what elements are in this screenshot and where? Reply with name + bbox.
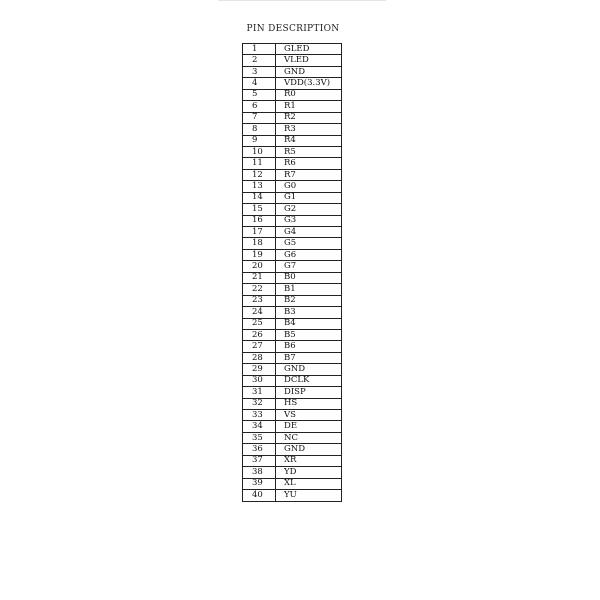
pin-signal-cell: R1 xyxy=(276,101,342,112)
pin-signal-cell: B2 xyxy=(276,295,342,306)
pin-number-cell: 6 xyxy=(243,101,276,112)
pin-signal-cell: YU xyxy=(276,490,342,501)
pin-signal-cell: G3 xyxy=(276,215,342,226)
table-row xyxy=(243,66,342,77)
table-row xyxy=(243,169,342,180)
pin-number-cell: 27 xyxy=(243,341,276,352)
pin-signal-cell: XR xyxy=(276,455,342,466)
pin-number-cell: 7 xyxy=(243,112,276,123)
pin-signal-cell: B0 xyxy=(276,272,342,283)
pin-number-cell: 3 xyxy=(243,66,276,77)
pin-number-cell: 16 xyxy=(243,215,276,226)
table-row xyxy=(243,181,342,192)
table-row xyxy=(243,318,342,329)
table-row xyxy=(243,261,342,272)
table-row xyxy=(243,352,342,363)
pin-signal-cell: YD xyxy=(276,467,342,478)
table-row xyxy=(243,204,342,215)
pin-number-cell: 33 xyxy=(243,410,276,421)
pin-number-cell: 38 xyxy=(243,467,276,478)
pin-signal-cell: HS xyxy=(276,398,342,409)
pin-signal-cell: B6 xyxy=(276,341,342,352)
pin-signal-cell: GND xyxy=(276,364,342,375)
table-row xyxy=(243,89,342,100)
pin-number-cell: 40 xyxy=(243,490,276,501)
table-row xyxy=(243,398,342,409)
pin-number-cell: 14 xyxy=(243,192,276,203)
pin-number-cell: 1 xyxy=(243,44,276,55)
table-row xyxy=(243,124,342,135)
table-row xyxy=(243,421,342,432)
pin-number-cell: 8 xyxy=(243,124,276,135)
pin-signal-cell: GLED xyxy=(276,44,342,55)
pin-number-cell: 37 xyxy=(243,455,276,466)
pin-signal-cell: B1 xyxy=(276,284,342,295)
pin-signal-cell: R2 xyxy=(276,112,342,123)
table-row xyxy=(243,101,342,112)
pin-number-cell: 32 xyxy=(243,398,276,409)
pin-number-cell: 34 xyxy=(243,421,276,432)
pin-signal-cell: G0 xyxy=(276,181,342,192)
pin-table-body xyxy=(243,44,342,502)
pin-number-cell: 18 xyxy=(243,238,276,249)
table-row xyxy=(243,410,342,421)
table-row xyxy=(243,329,342,340)
pin-signal-cell: GND xyxy=(276,66,342,77)
pin-signal-cell: G4 xyxy=(276,227,342,238)
table-row xyxy=(243,467,342,478)
pin-signal-cell: G2 xyxy=(276,204,342,215)
pin-number-cell: 13 xyxy=(243,181,276,192)
table-row xyxy=(243,112,342,123)
pin-signal-cell: DCLK xyxy=(276,375,342,386)
pin-number-cell: 24 xyxy=(243,307,276,318)
table-row xyxy=(243,272,342,283)
pin-signal-cell: XL xyxy=(276,478,342,489)
pin-number-cell: 5 xyxy=(243,89,276,100)
table-row xyxy=(243,146,342,157)
table-row xyxy=(243,238,342,249)
pin-number-cell: 30 xyxy=(243,375,276,386)
table-row xyxy=(243,444,342,455)
pin-number-cell: 29 xyxy=(243,364,276,375)
table-row xyxy=(243,55,342,66)
pin-number-cell: 20 xyxy=(243,261,276,272)
top-divider xyxy=(218,0,386,1)
pin-signal-cell: B3 xyxy=(276,307,342,318)
pin-number-cell: 19 xyxy=(243,249,276,260)
pin-signal-cell: B5 xyxy=(276,329,342,340)
table-row xyxy=(243,135,342,146)
pin-number-cell: 26 xyxy=(243,329,276,340)
table-row xyxy=(243,387,342,398)
table-row xyxy=(243,284,342,295)
table-row xyxy=(243,249,342,260)
pin-number-cell: 17 xyxy=(243,227,276,238)
pin-signal-cell: VDD(3.3V) xyxy=(276,78,342,89)
table-row xyxy=(243,227,342,238)
page-title: PIN DESCRIPTION xyxy=(246,24,340,34)
pin-number-cell: 11 xyxy=(243,158,276,169)
table-row xyxy=(243,307,342,318)
pin-number-cell: 39 xyxy=(243,478,276,489)
pin-number-cell: 9 xyxy=(243,135,276,146)
table-row xyxy=(243,364,342,375)
pin-signal-cell: G6 xyxy=(276,249,342,260)
table-row xyxy=(243,375,342,386)
table-row xyxy=(243,215,342,226)
pin-signal-cell: R3 xyxy=(276,124,342,135)
pin-signal-cell: G5 xyxy=(276,238,342,249)
pin-signal-cell: R0 xyxy=(276,89,342,100)
pin-number-cell: 25 xyxy=(243,318,276,329)
pin-signal-cell: R6 xyxy=(276,158,342,169)
table-row xyxy=(243,432,342,443)
pin-signal-cell: DISP xyxy=(276,387,342,398)
pin-number-cell: 35 xyxy=(243,432,276,443)
pin-number-cell: 10 xyxy=(243,146,276,157)
table-row xyxy=(243,341,342,352)
pin-number-cell: 4 xyxy=(243,78,276,89)
pin-signal-cell: B4 xyxy=(276,318,342,329)
table-row xyxy=(243,44,342,55)
pin-signal-cell: VLED xyxy=(276,55,342,66)
table-row xyxy=(243,192,342,203)
pin-number-cell: 2 xyxy=(243,55,276,66)
pin-number-cell: 21 xyxy=(243,272,276,283)
pin-signal-cell: G1 xyxy=(276,192,342,203)
pin-signal-cell: R5 xyxy=(276,146,342,157)
pin-signal-cell: R4 xyxy=(276,135,342,146)
pin-signal-cell: R7 xyxy=(276,169,342,180)
pin-signal-cell: NC xyxy=(276,432,342,443)
pin-signal-cell: GND xyxy=(276,444,342,455)
pin-description-table xyxy=(242,43,342,502)
table-row xyxy=(243,478,342,489)
pin-signal-cell: G7 xyxy=(276,261,342,272)
pin-number-cell: 28 xyxy=(243,352,276,363)
pin-signal-cell: B7 xyxy=(276,352,342,363)
pin-number-cell: 12 xyxy=(243,169,276,180)
pin-number-cell: 22 xyxy=(243,284,276,295)
pin-signal-cell: VS xyxy=(276,410,342,421)
pin-signal-cell: DE xyxy=(276,421,342,432)
table-row xyxy=(243,490,342,501)
pin-number-cell: 23 xyxy=(243,295,276,306)
table-row xyxy=(243,295,342,306)
pin-number-cell: 15 xyxy=(243,204,276,215)
table-row xyxy=(243,158,342,169)
table-row xyxy=(243,455,342,466)
pin-number-cell: 36 xyxy=(243,444,276,455)
pin-number-cell: 31 xyxy=(243,387,276,398)
table-row xyxy=(243,78,342,89)
